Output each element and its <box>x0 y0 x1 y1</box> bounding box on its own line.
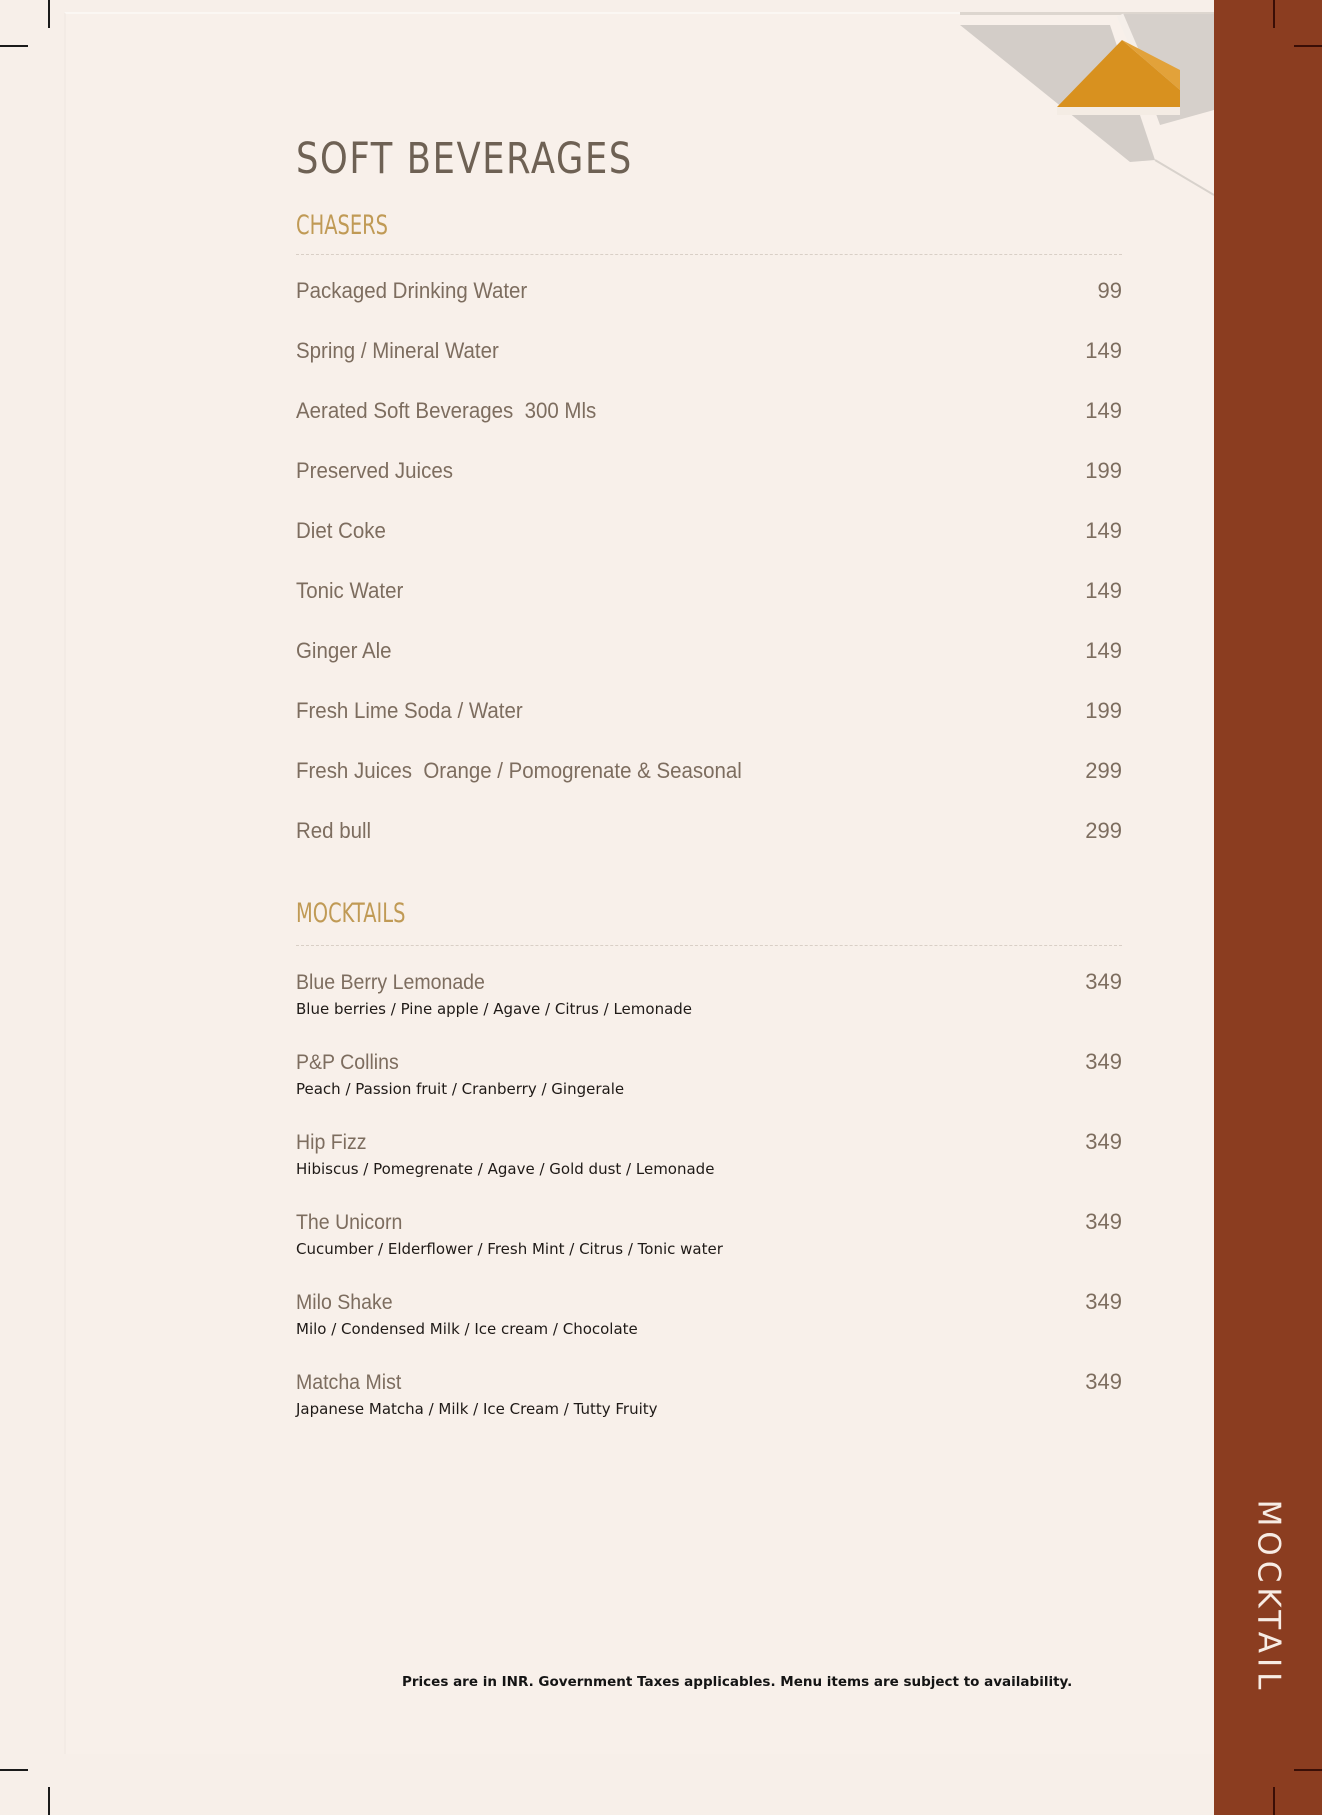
menu-item-row <box>296 638 1122 664</box>
item-price: 299 <box>1085 818 1122 843</box>
mocktail-row <box>296 969 1122 995</box>
item-price: 149 <box>1085 638 1122 663</box>
mocktail-description: Peach / Passion fruit / Cranberry / Gingerale <box>296 1080 625 1098</box>
mocktail-name: The Unicorn <box>296 1211 403 1234</box>
mocktail-name: Hip Fizz <box>296 1131 367 1154</box>
mocktail-description: Cucumber / Elderflower / Fresh Mint / Citrus / Tonic water <box>296 1240 723 1258</box>
item-name: Aerated Soft Beverages 300 Mls <box>296 398 597 423</box>
menu-item-row <box>296 278 1122 304</box>
crop-mark-bottom-right-horizontal <box>1294 1769 1322 1771</box>
crop-mark-top-right-vertical <box>1273 0 1275 28</box>
footer-disclaimer: Prices are in INR. Government Taxes applicables. Menu items are subject to availability. <box>402 1674 1073 1690</box>
mocktail-row <box>296 1289 1122 1315</box>
item-price: 149 <box>1085 518 1122 543</box>
sidebar-label <box>1214 1487 1322 1707</box>
crop-mark-bottom-right-vertical <box>1273 1787 1275 1815</box>
mocktail-row <box>296 1369 1122 1395</box>
mocktail-price: 349 <box>1085 969 1122 994</box>
mocktail-name: Milo Shake <box>296 1291 393 1314</box>
mocktail-name: Blue Berry Lemonade <box>296 971 485 994</box>
mocktail-row <box>296 1129 1122 1155</box>
item-name: Red bull <box>296 818 372 843</box>
item-name: Packaged Drinking Water <box>296 278 528 303</box>
menu-item-row <box>296 518 1122 544</box>
item-name: Spring / Mineral Water <box>296 338 499 363</box>
menu-item-row <box>296 758 1122 784</box>
sidebar-label-text: MOCKTAIL <box>1250 1499 1286 1695</box>
item-price: 149 <box>1085 398 1122 423</box>
mocktail-price: 349 <box>1085 1049 1122 1074</box>
mocktail-price: 349 <box>1085 1209 1122 1234</box>
menu-page-panel <box>64 12 1216 1754</box>
geometric-corner-decoration-icon <box>940 0 1214 200</box>
mocktail-row <box>296 1049 1122 1075</box>
mocktail-description: Blue berries / Pine apple / Agave / Citrus / Lemonade <box>296 1000 693 1018</box>
menu-item-row <box>296 698 1122 724</box>
section-heading-mocktails: MOCKTAILS <box>296 898 406 929</box>
section-divider <box>296 945 1122 946</box>
crop-mark-bottom-left-vertical <box>48 1787 50 1815</box>
crop-mark-bottom-left-horizontal <box>0 1769 28 1771</box>
crop-mark-top-left-vertical <box>48 0 50 28</box>
mocktail-price: 349 <box>1085 1129 1122 1154</box>
menu-item-row <box>296 818 1122 844</box>
mocktail-description: Japanese Matcha / Milk / Ice Cream / Tutty Fruity <box>296 1400 658 1418</box>
item-price: 199 <box>1085 458 1122 483</box>
item-name: Fresh Lime Soda / Water <box>296 698 523 723</box>
mocktail-description: Hibiscus / Pomegrenate / Agave / Gold dust / Lemonade <box>296 1160 715 1178</box>
item-price: 299 <box>1085 758 1122 783</box>
item-name: Fresh Juices Orange / Pomogrenate & Seasonal <box>296 758 742 783</box>
page-title: SOFT BEVERAGES <box>296 134 633 184</box>
menu-item-row <box>296 398 1122 424</box>
mocktail-name: Matcha Mist <box>296 1371 402 1394</box>
menu-item-row <box>296 458 1122 484</box>
item-name: Diet Coke <box>296 518 386 543</box>
mocktail-price: 349 <box>1085 1369 1122 1394</box>
crop-mark-top-right-horizontal <box>1294 45 1322 47</box>
mocktail-name: P&P Collins <box>296 1051 399 1074</box>
item-name: Tonic Water <box>296 578 404 603</box>
mocktail-row <box>296 1209 1122 1235</box>
menu-item-row <box>296 338 1122 364</box>
menu-item-row <box>296 578 1122 604</box>
mocktail-description: Milo / Condensed Milk / Ice cream / Chocolate <box>296 1320 638 1338</box>
item-price: 149 <box>1085 338 1122 363</box>
item-price: 199 <box>1085 698 1122 723</box>
mocktail-price: 349 <box>1085 1289 1122 1314</box>
section-divider <box>296 254 1122 255</box>
section-heading-chasers: CHASERS <box>296 210 388 241</box>
item-price: 99 <box>1097 278 1122 303</box>
item-price: 149 <box>1085 578 1122 603</box>
crop-mark-top-left-horizontal <box>0 45 28 47</box>
item-name: Preserved Juices <box>296 458 453 483</box>
item-name: Ginger Ale <box>296 638 392 663</box>
